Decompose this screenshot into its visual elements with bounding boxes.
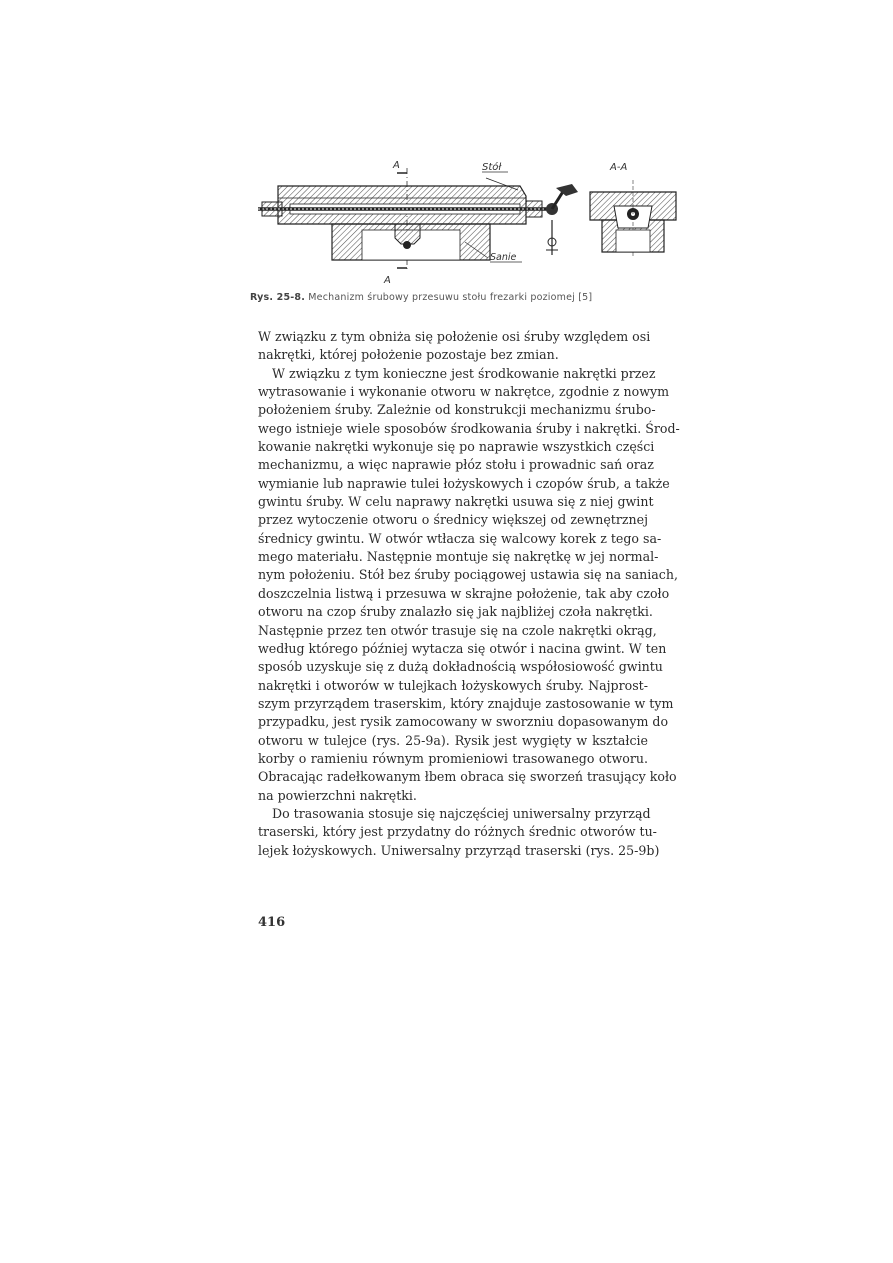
text-line: traserski, który jest przydatny do różnych średnic otworów tu-	[258, 824, 657, 840]
text-line: W związku z tym obniża się położenie osi śruby względem osi	[258, 329, 651, 344]
text-line: otworu na czop śruby znalazło się jak najbliżej czoła nakrętki.	[258, 604, 653, 620]
caption-lead: Rys. 25-8.	[250, 292, 306, 303]
text-line: gwintu śruby. W celu naprawy nakrętki usuwa się z niej gwint	[258, 494, 654, 510]
text-line: lejek łożyskowych. Uniwersalny przyrząd traserski (rys. 25-9b)	[258, 842, 660, 858]
text-line: Obracając radełkowanym łbem obraca się sworzeń trasujący koło	[258, 769, 677, 785]
text-line: nakrętki, której położenie pozostaje bez zmian.	[258, 347, 559, 363]
text-line: mechanizmu, a więc naprawie płóz stołu i prowadnic sań oraz	[258, 457, 654, 473]
saddle-body	[332, 224, 522, 263]
table-body	[278, 161, 526, 224]
text-line: przypadku, jest rysik zamocowany w sworzniu dopasowanym do	[258, 714, 669, 730]
hand-crank	[546, 184, 578, 255]
text-line: Do trasowania stosuje się najczęściej uniwersalny przyrząd	[272, 805, 651, 821]
caption-text: Mechanizm śrubowy przesuwu stołu frezarki poziomej [5]	[308, 292, 593, 303]
text-line: szym przyrządem traserskim, który znajduje zastosowanie w tym	[258, 695, 674, 711]
section-label-bottom: A	[384, 275, 391, 286]
text-line: według którego później wytacza się otwór i nacina gwint. W ten	[258, 640, 667, 656]
saddle-label: Sanie	[490, 252, 517, 263]
text-line: nakrętki i otworów w tulejkach łożyskowych śruby. Najprost-	[258, 677, 648, 693]
text-line: W związku z tym konieczne jest środkowanie nakrętki przez	[272, 365, 656, 381]
text-line: korby o ramieniu równym promieniowi trasowanego otworu.	[258, 750, 648, 766]
page-number: 416	[258, 915, 286, 930]
text-line: wymianie lub naprawie tulei łożyskowych i czopów śrub, a także	[258, 475, 670, 491]
table-label: Stół	[482, 162, 502, 173]
text-line: przez wytoczenie otworu o średnicy większej od zewnętrznej	[258, 512, 648, 528]
text-line: doszczelnia listwą i przesuwa w skrajne położenie, tak aby czoło	[258, 585, 670, 601]
section-label-top: A	[393, 160, 400, 171]
text-line: na powierzchni nakrętki.	[258, 787, 417, 803]
text-line: mego materiału. Następnie montuje się nakrętkę w jej normal-	[258, 549, 659, 565]
text-line: wytrasowanie i wykonanie otworu w nakrętce, zgodnie z nowym	[258, 384, 670, 400]
text-line: średnicy gwintu. W otwór wtłacza się walcowy korek z tego sa-	[258, 530, 662, 546]
text-line: Następnie przez ten otwór trasuje się na czole nakrętki okrąg,	[258, 622, 657, 638]
figure-caption	[250, 292, 690, 303]
body-text	[258, 328, 680, 860]
text-line: otworu w tulejce (rys. 25-9a). Rysik jest wygięty w kształcie	[258, 732, 648, 748]
text-line: położeniem śruby. Zależnie od konstrukcji mechanizmu śrubo-	[258, 402, 656, 418]
section-view-label: A-A	[610, 162, 628, 173]
section-view-a-a	[590, 162, 676, 258]
text-line: wego istnieje wiele sposobów środkowania śruby i nakrętki. Środ-	[258, 420, 680, 436]
text-line: kowanie nakrętki wykonuje się po naprawie wszystkich części	[258, 439, 655, 455]
text-line: nym położeniu. Stół bez śruby pociągowej ustawia się na saniach,	[258, 567, 678, 583]
screw-feed-mechanism-drawing	[250, 150, 690, 290]
text-line: sposób uzyskuje się z dużą dokładnością współosiowość gwintu	[258, 659, 663, 675]
